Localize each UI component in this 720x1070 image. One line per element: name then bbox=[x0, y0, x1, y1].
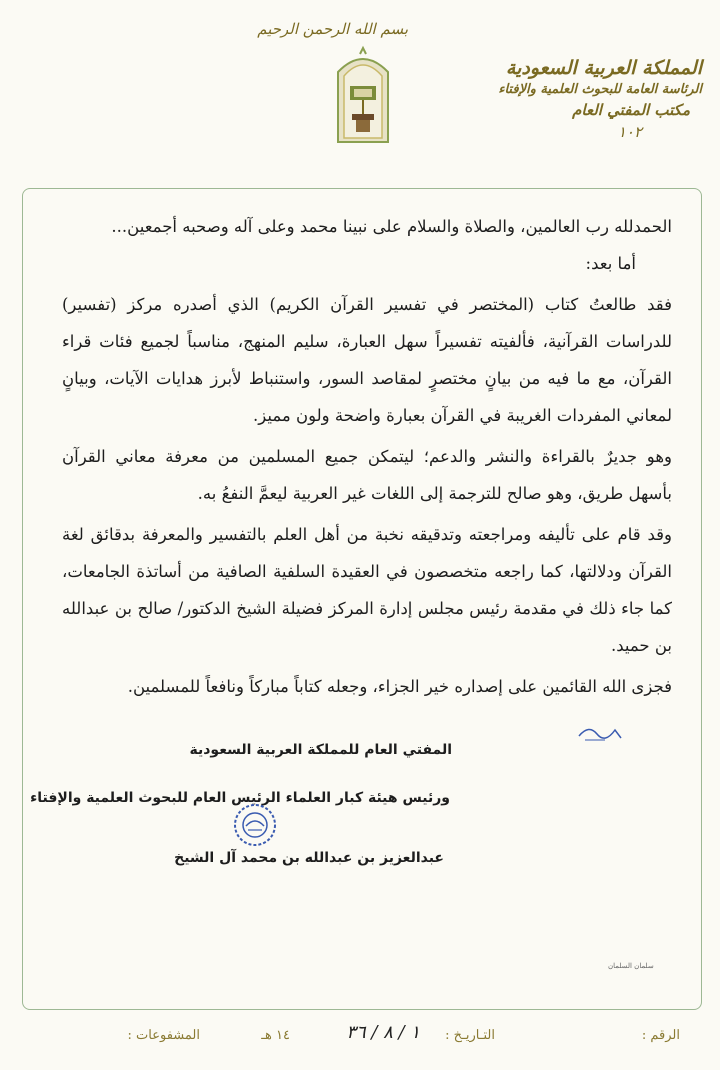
letter-paragraph-3: وقد قام على تأليفه ومراجعته وتدقيقه نخبة من أهل العلم بالتفسير والمعرفة بدقائق لغة القرآن ودلالتها، كما راجعه متخصصون في العقيدة السلفية الصافية من أساتذة الجامعات، كما جاء ذلك في مقدمة رئيس مجلس إدارة المركز فضيلة الشيخ الدكتور/ صالح بن عبدالله بن حميد. bbox=[62, 525, 672, 655]
letterhead-text bbox=[472, 56, 702, 143]
letter-body bbox=[62, 208, 672, 709]
org-kingdom-name: المملكة العربية السعودية bbox=[505, 57, 702, 79]
attachments-label: المشفوعات : bbox=[127, 1028, 200, 1043]
signatory-title-2: ورئيس هيئة كبار العلماء الرئيس العام للبحوث العلمية والإفتاء bbox=[30, 790, 450, 806]
org-office-name: مكتب المفتي العام bbox=[572, 101, 690, 119]
official-seal-icon bbox=[232, 802, 278, 848]
letter-opening: الحمدلله رب العالمين، والصلاة والسلام على نبينا محمد وعلى آله وصحبه أجمعين... bbox=[111, 217, 672, 236]
date-value: ١ / ٨ / ٣٦ bbox=[346, 1022, 420, 1043]
institution-logo-icon bbox=[330, 42, 396, 146]
signatory-name: عبدالعزيز بن عبدالله بن محمد آل الشيخ bbox=[174, 850, 444, 866]
signatory-title-1: المفتي العام للمملكة العربية السعودية bbox=[189, 742, 452, 758]
handwritten-initial-icon bbox=[575, 718, 625, 744]
org-presidency-name: الرئاسة العامة للبحوث العلمية والإفتاء bbox=[498, 82, 702, 97]
letter-paragraph-2: وهو جديرٌ بالقراءة والنشر والدعم؛ ليتمكن جميع المسلمين من معرفة معاني القرآن بأسهل طريق، وهو صالح للترجمة إلى اللغات غير العربية ليعمَّ النفعُ به. bbox=[62, 447, 672, 503]
date-label: التـاريـخ : bbox=[445, 1028, 495, 1043]
letter-footer bbox=[0, 1022, 720, 1052]
reference-label: الرقم : bbox=[641, 1028, 680, 1043]
hijri-year-suffix: ١٤ هـ bbox=[261, 1028, 290, 1043]
letter-paragraph-4: فجزى الله القائمين على إصداره خير الجزاء، وجعله كتاباً مباركاً ونافعاً للمسلمين. bbox=[127, 677, 672, 696]
basmala: بسم الله الرحمن الرحيم bbox=[257, 20, 408, 38]
letter-number: ١٠٢ bbox=[617, 123, 642, 141]
letter-amma-baad: أما بعد: bbox=[585, 254, 636, 273]
typist-note: سلمان السلمان bbox=[608, 962, 654, 970]
letterhead-emblem bbox=[257, 20, 408, 170]
letter-paragraph-1: فقد طالعتُ كتاب (المختصر في تفسير القرآن الكريم) الذي أصدره مركز (تفسير) للدراسات القرآنية، فألفيته تفسيراً سهل العبارة، سليم المنهج، مناسباً لجميع فئات قراء القرآن، مع ما فيه من بيانٍ مختصرٍ لمقاصد السور، واستنباط لأبرز هدايات الآيات، وبيانٍ لمعاني المفردات الغريبة في القرآن بعبارة واضحة ولون مميز. bbox=[62, 295, 672, 425]
